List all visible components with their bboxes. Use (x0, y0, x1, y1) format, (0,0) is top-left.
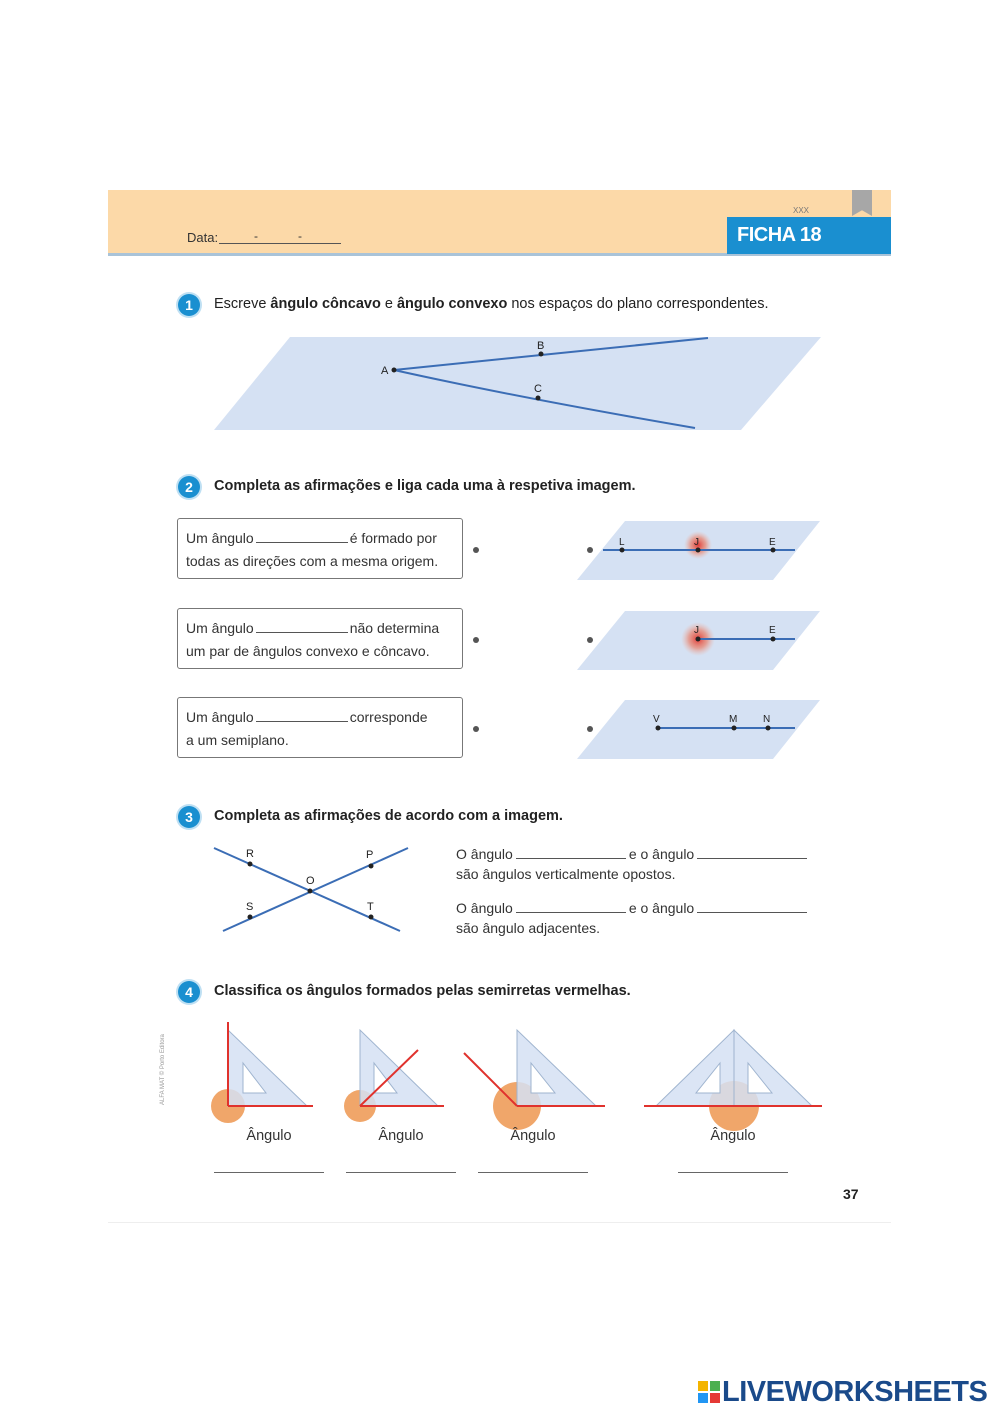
point-v (656, 726, 661, 731)
point-b (539, 352, 544, 357)
question-4-text: Classifica os ângulos formados pelas semirretas vermelhas. (214, 983, 631, 999)
point-m (732, 726, 737, 731)
point-e (771, 548, 776, 553)
divider (108, 1222, 891, 1223)
question-number: 1 (178, 294, 200, 316)
answer-blank[interactable] (256, 620, 348, 633)
set-square-straight (644, 1030, 822, 1131)
question-1-text: Escreve ângulo côncavo e ângulo convexo nos espaços do plano correspondentes. (214, 296, 769, 312)
answer-blank[interactable] (516, 846, 626, 859)
liveworksheets-logo-icon (698, 1381, 720, 1403)
plane-q1 (214, 337, 821, 430)
set-square-acute (344, 1030, 444, 1122)
label-o: O (306, 875, 315, 887)
angle-label: Ângulo (378, 1128, 424, 1144)
date-separator: - (254, 229, 258, 243)
match-dot-right[interactable] (587, 726, 593, 732)
answer-line[interactable] (346, 1172, 456, 1173)
match-dot-right[interactable] (587, 547, 593, 553)
answer-blank[interactable] (697, 900, 807, 913)
label-t: T (367, 901, 374, 913)
point-p (369, 864, 374, 869)
answer-blank[interactable] (516, 900, 626, 913)
point-s (248, 915, 253, 920)
point-j (696, 548, 701, 553)
date-separator: - (298, 229, 302, 243)
match-dot-left[interactable] (473, 726, 479, 732)
statement-box: Um ângulo corresponde a um semiplano. (177, 697, 463, 758)
label-p: P (366, 849, 374, 861)
question-number: 4 (178, 981, 200, 1003)
q3-statement-1: O ângulo e o ângulo são ângulos verticalmente opostos. (456, 844, 810, 884)
answer-line[interactable] (478, 1172, 588, 1173)
point-r (248, 862, 253, 867)
question-number: 2 (178, 476, 200, 498)
statement-box: Um ângulo é formado por todas as direções com a mesma origem. (177, 518, 463, 579)
question-number: 3 (178, 806, 200, 828)
label-s: S (246, 901, 254, 913)
point-o (308, 889, 313, 894)
answer-blank[interactable] (256, 530, 348, 543)
point-l (620, 548, 625, 553)
point-n (766, 726, 771, 731)
label-j: J (694, 537, 699, 548)
answer-blank[interactable] (256, 709, 348, 722)
point-b-label: B (537, 340, 545, 352)
angle-label: Ângulo (510, 1128, 556, 1144)
point-c-label: C (534, 383, 542, 395)
label-v: V (653, 714, 660, 725)
label-j: J (694, 625, 699, 636)
angle-label: Ângulo (710, 1128, 756, 1144)
answer-blank[interactable] (697, 846, 807, 859)
match-dot-left[interactable] (473, 637, 479, 643)
match-dot-right[interactable] (587, 637, 593, 643)
copyright-text: ALFA MAT © Porto Editora (160, 1034, 166, 1105)
question-3-text: Completa as afirmações de acordo com a imagem. (214, 808, 563, 824)
q3-statement-2: O ângulo e o ângulo são ângulo adjacentes. (456, 898, 810, 938)
angle-label: Ângulo (246, 1128, 292, 1144)
label-m: M (729, 714, 738, 725)
answer-line[interactable] (678, 1172, 788, 1173)
point-j (696, 637, 701, 642)
point-a (392, 368, 397, 373)
label-r: R (246, 848, 254, 860)
plane-fig3 (577, 700, 820, 759)
label-e: E (769, 625, 776, 636)
page-number: 37 (843, 1186, 859, 1202)
point-e (771, 637, 776, 642)
set-square-obtuse (464, 1030, 605, 1130)
answer-line[interactable] (214, 1172, 324, 1173)
label-l: L (619, 537, 625, 548)
point-a-label: A (381, 365, 389, 377)
point-c (536, 396, 541, 401)
set-square-right-angle (211, 1022, 313, 1123)
header-code: XXX (793, 206, 810, 215)
date-label: Data: (187, 230, 219, 245)
point-t (369, 915, 374, 920)
brand-name[interactable]: LIVEWORKSHEETS (722, 1376, 988, 1408)
label-e: E (769, 537, 776, 548)
question-2-text: Completa as afirmações e liga cada uma à respetiva imagem. (214, 478, 636, 494)
ficha-title: FICHA 18 (727, 217, 891, 254)
label-n: N (763, 714, 771, 725)
statement-box: Um ângulo não determina um par de ângulos convexo e côncavo. (177, 608, 463, 669)
match-dot-left[interactable] (473, 547, 479, 553)
